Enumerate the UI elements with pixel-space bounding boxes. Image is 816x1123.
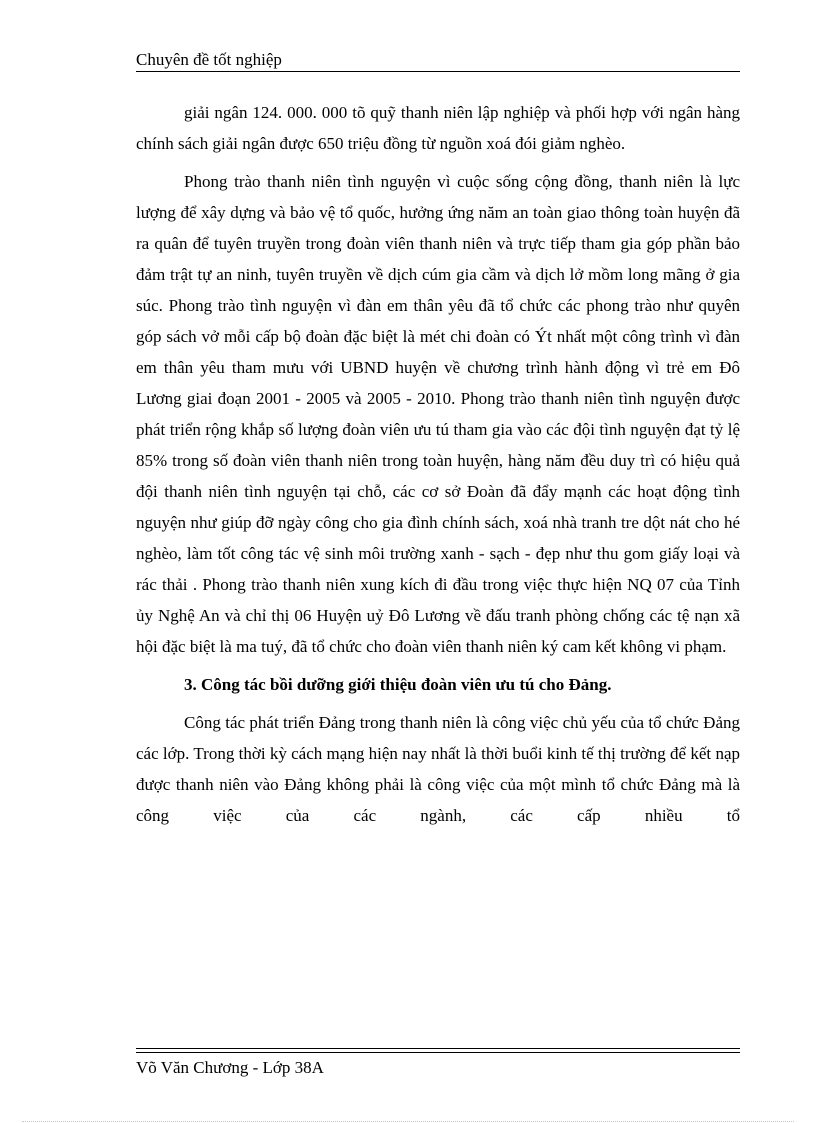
paragraph-1: giải ngân 124. 000. 000 tõ quỹ thanh niên lập nghiệp và phối hợp với ngân hàng chính sách giải ngân được 650 triệu đồng từ nguồn xoá đói giảm nghèo. xyxy=(136,103,740,153)
footer-rule-top xyxy=(136,1048,740,1049)
page-header: Chuyên đề tốt nghiệp xyxy=(136,50,282,69)
header-rule xyxy=(136,71,740,72)
section-heading: 3. Công tác bồi dưỡng giới thiệu đoàn viên ưu tú cho Đảng. xyxy=(184,675,612,694)
paragraph-2: Phong trào thanh niên tình nguyện vì cuộc sống cộng đồng, thanh niên là lực lượng để xây dựng và bảo vệ tổ quốc, hưởng ứng năm an toàn giao thông toàn huyện đã ra quân để tuyên truyền trong đoàn viên thanh niên và trực tiếp tham gia góp phần bảo đảm trật tự an ninh, tuyên truyền về dịch cúm gia cầm và dịch lở mồm long mãng ở gia súc. Phong trào tình nguyện vì đàn em thân yêu đã tổ chức các phong trào như quyên góp sách vở mỗi cấp bộ đoàn đặc biệt là mét chi đoàn có Ýt nhất một công trình vì đàn em thân yêu tham mưu với UBND huyện về chương trình hành động vì trẻ em Đô Lương giai đoạn 2001 - 2005 và 2005 - 2010. Phong trào thanh niên tình nguyện được phát triển rộng khắp số lượng đoàn viên ưu tú tham gia vào các đội tình nguyện đạt tỷ lệ 85% trong số đoàn viên thanh niên trong toàn huyện, hàng năm đều duy trì có hiệu quả đội thanh niên tình nguyện tại chỗ, các cơ sở Đoàn đã đẩy mạnh các hoạt động tình nguyện như giúp đỡ ngày công cho gia đình chính sách, xoá nhà tranh tre dột nát cho hé nghèo, làm tốt công tác vệ sinh môi trường xanh - sạch - đẹp như thu gom giấy loại và rác thải . Phong trào thanh niên xung kích đi đầu trong việc thực hiện NQ 07 của Tỉnh ủy Nghệ An và chỉ thị 06 Huyện uỷ Đô Lương về đấu tranh phòng chống các tệ nạn xã hội đặc biệt là ma tuý, đã tổ chức cho đoàn viên thanh niên ký cam kết không vi phạm. xyxy=(136,172,740,656)
footer-rule-bottom xyxy=(136,1052,740,1053)
document-body xyxy=(136,97,740,838)
page-footer: Võ Văn Chương - Lớp 38A xyxy=(136,1058,324,1077)
paragraph-3: Công tác phát triển Đảng trong thanh niên là công việc chủ yếu của tổ chức Đảng các lớp. Trong thời kỳ cách mạng hiện nay nhất là thời buổi kinh tế thị trường để kết nạp được thanh niên vào Đảng không phải là công việc của một mình tổ chức Đảng mà là công việc của các ngành, các cấp nhiều tổ xyxy=(136,713,740,825)
page-edge-divider xyxy=(22,1121,794,1122)
